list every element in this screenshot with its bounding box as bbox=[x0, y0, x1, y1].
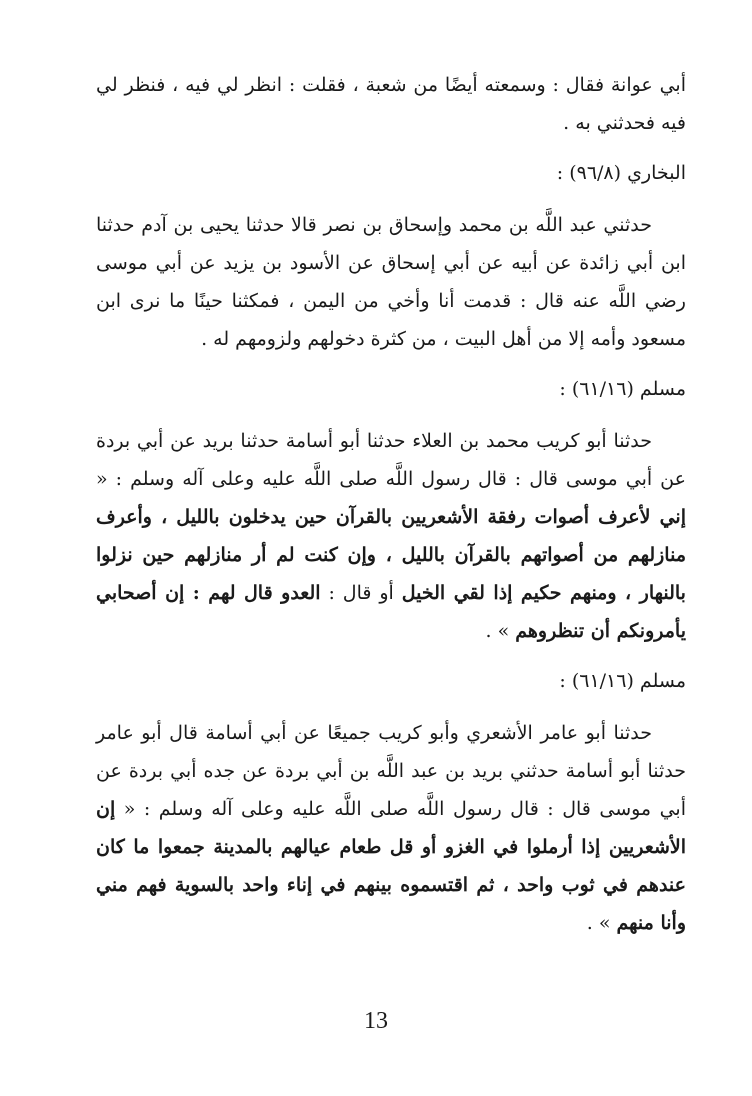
quote-close: » . bbox=[485, 620, 516, 642]
isnad-text: حدثنا أبو عامر الأشعري وأبو كريب جميعًا عن أبي أسامة قال أبو عامر حدثنا أبو أسامة حدثني بريد بن عبد اللَّه بن أبي بردة عن جده أبي بردة عن أبي موسى قال : قال رسول اللَّه صلى اللَّه عليه وعلى آله وسلم : « bbox=[96, 722, 686, 820]
page-body bbox=[96, 66, 686, 954]
hadith-text-bukhari: حدثني عبد اللَّه بن محمد وإسحاق بن نصر قالا حدثنا يحيى بن آدم حدثنا ابن أبي زائدة عن أبيه عن أبي إسحاق عن الأسود بن يزيد عن أبي موسى رضي اللَّه عنه قال : قدمت أنا وأخي من اليمن ، فمكثنا حينًا ما نرى ابن مسعود وأمه إلا من أهل البيت ، من كثرة دخولهم ولزومهم له . bbox=[96, 214, 686, 350]
page-number: 13 bbox=[364, 1008, 388, 1034]
hadith-text-muslim-1 bbox=[96, 422, 686, 650]
source-heading-bukhari: البخاري (٩٦/٨) : bbox=[556, 162, 686, 184]
source-heading-muslim-2: مسلم (٦١/١٦) : bbox=[559, 670, 686, 692]
quote-close: » . bbox=[586, 912, 617, 934]
hadith-block-muslim-2 bbox=[96, 714, 686, 942]
continuation-paragraph: أبي عوانة فقال : وسمعته أيضًا من شعبة ، فقلت : انظر لي فيه ، فنظر لي فيه فحدثني به . bbox=[96, 74, 686, 134]
narrator-doubt-text: أو قال : bbox=[320, 582, 402, 604]
source-heading-muslim-1: مسلم (٦١/١٦) : bbox=[559, 378, 686, 400]
hadith-block-muslim-1 bbox=[96, 422, 686, 650]
matn-bold-text: إني لأعرف أصوات رفقة الأشعريين بالقرآن حين يدخلون بالليل ، وأعرف منازلهم من أصواتهم بالقرآن بالليل ، وإن كنت لم أر منازلهم حين نزلوا بالنهار ، ومنهم حكيم إذا لقي الخيل bbox=[96, 506, 686, 604]
matn-bold-text-continued: العدو قال لهم : إن أصحابي يأمرونكم أن تنظروهم bbox=[96, 582, 686, 642]
matn-bold-text: إن الأشعريين إذا أرملوا في الغزو أو قل طعام عيالهم بالمدينة جمعوا ما كان عندهم في ثوب واحد ، ثم اقتسموه بينهم في إناء واحد بالسوية فهم مني وأنا منهم bbox=[96, 798, 686, 934]
isnad-text: حدثنا أبو كريب محمد بن العلاء حدثنا أبو أسامة حدثنا بريد عن أبي بردة عن أبي موسى قال : قال رسول اللَّه صلى اللَّه عليه وعلى آله وسلم : « bbox=[96, 430, 686, 490]
continuation-block bbox=[96, 66, 686, 142]
hadith-block-bukhari bbox=[96, 206, 686, 358]
hadith-text-muslim-2 bbox=[96, 714, 686, 942]
